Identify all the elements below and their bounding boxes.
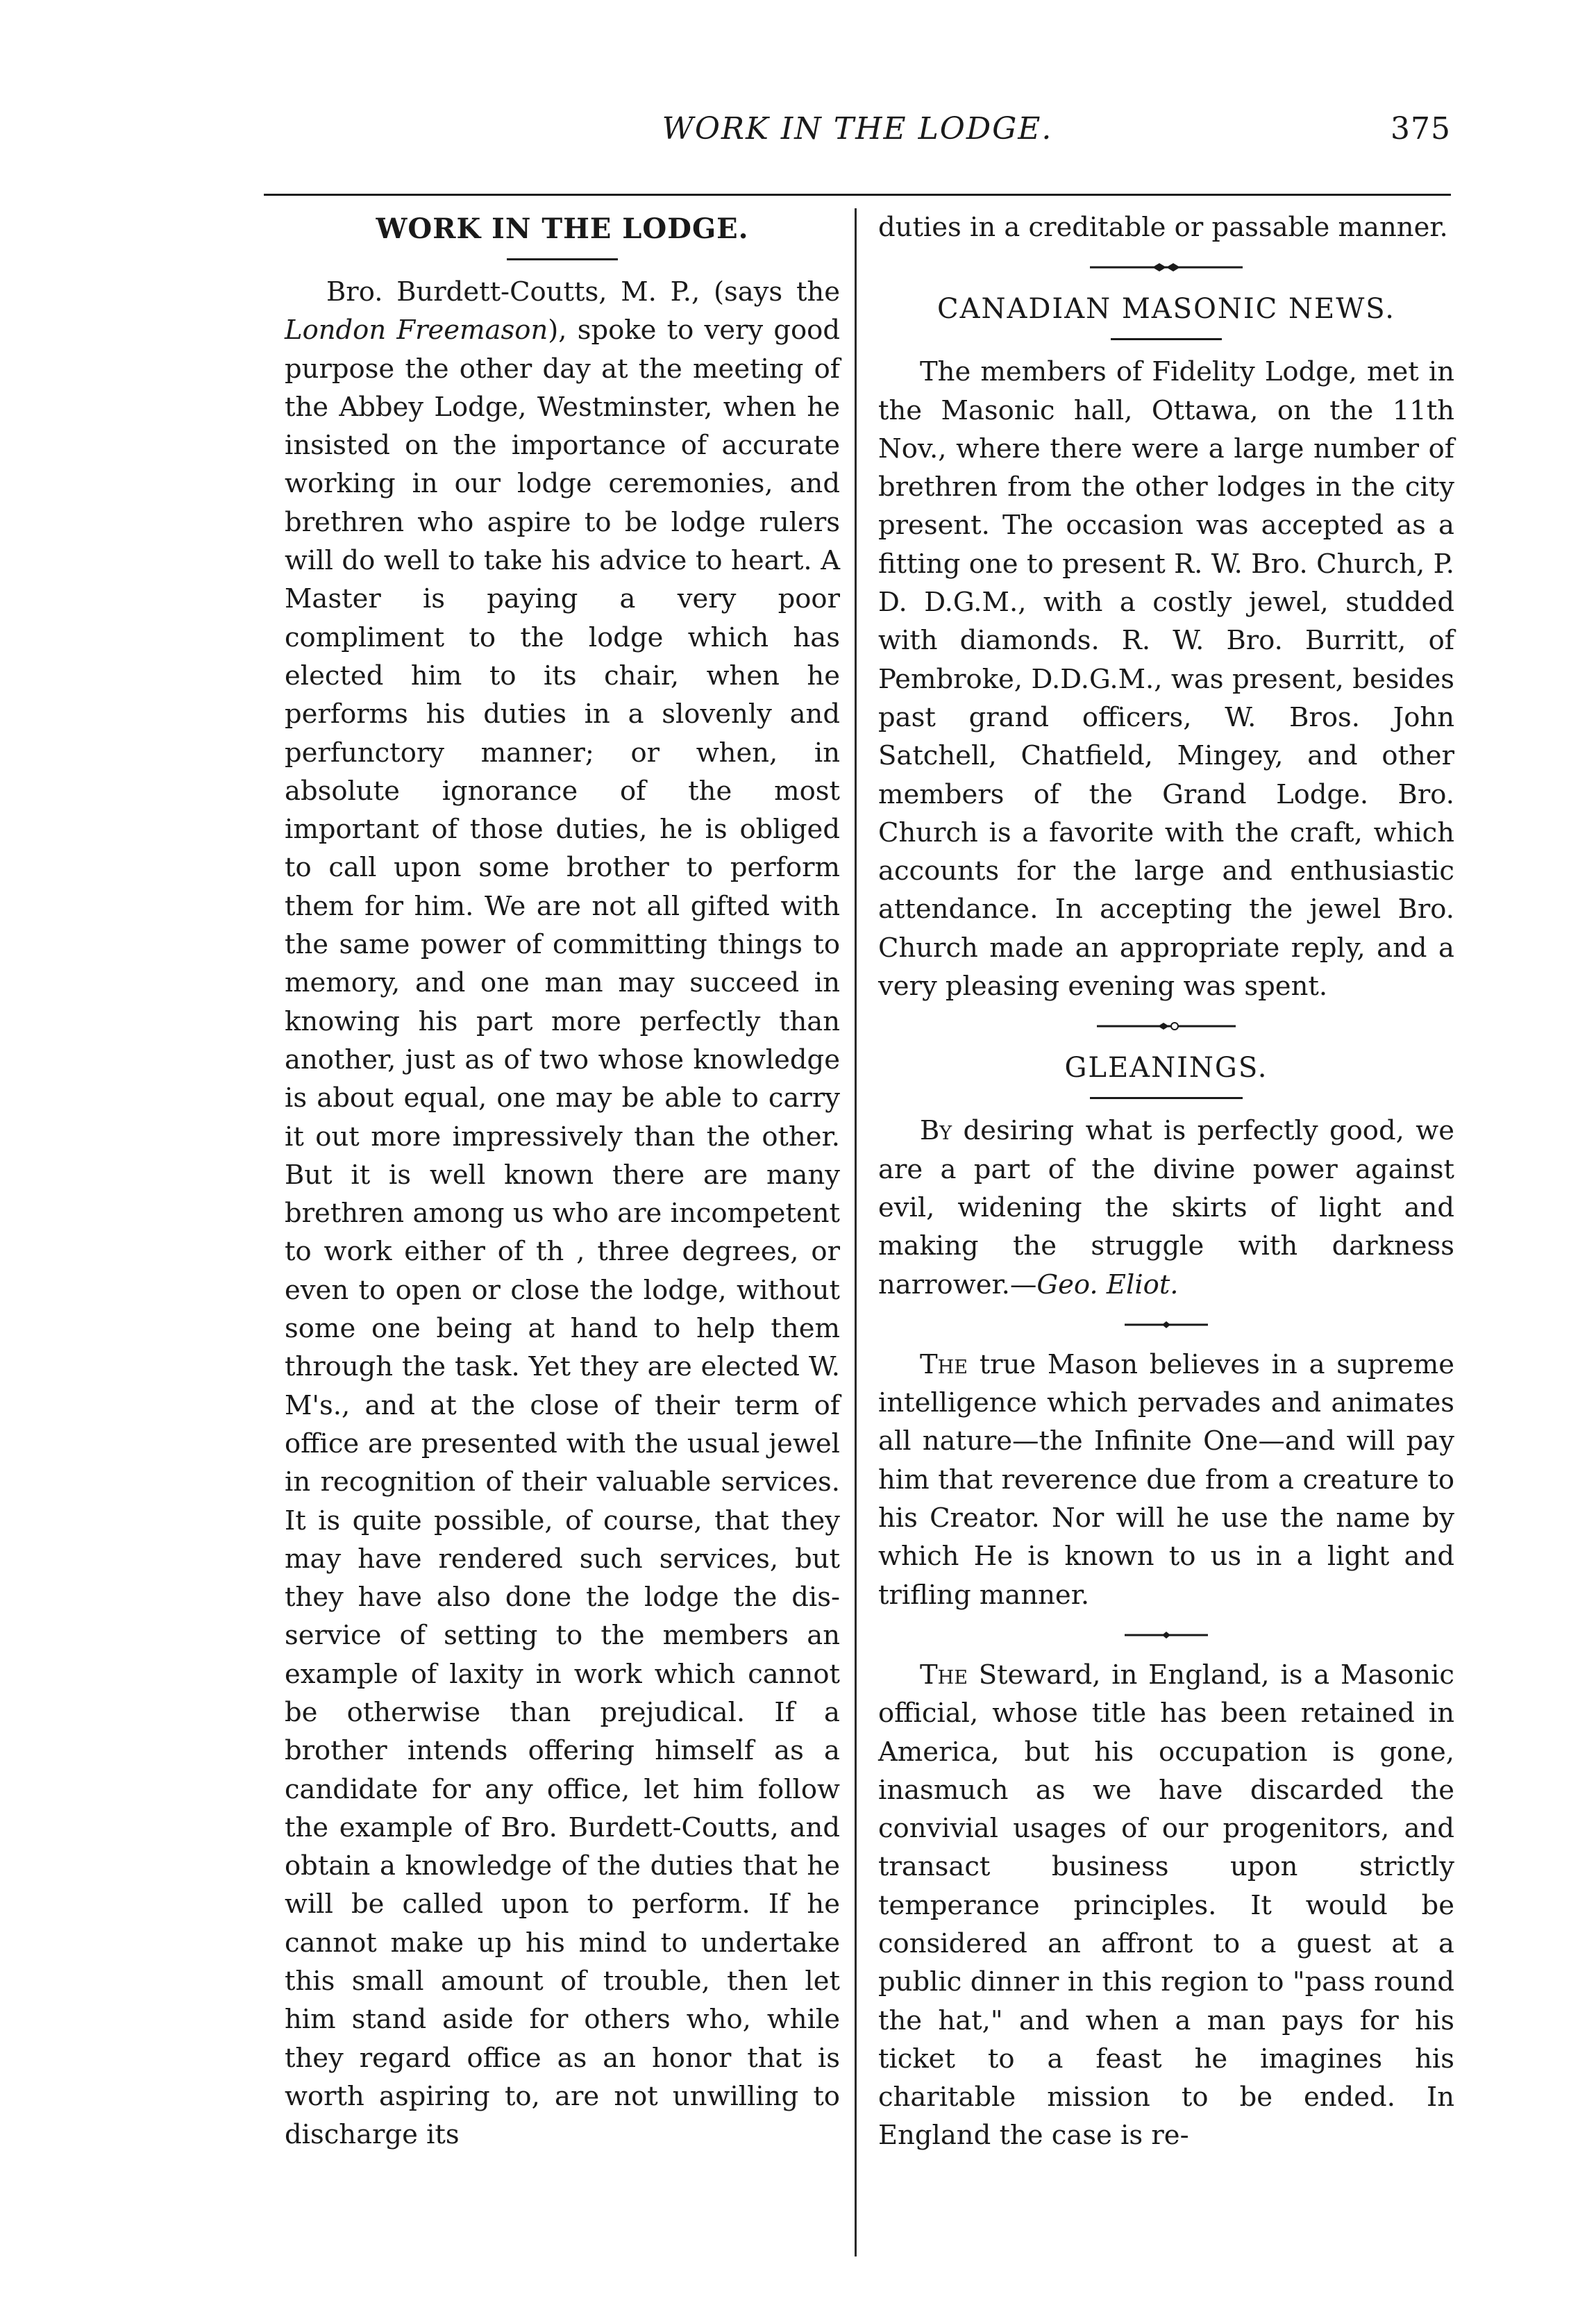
gleaning-lead: The [920, 1348, 968, 1380]
canadian-news-paragraph: The members of Fidelity Lodge, met in the Masonic hall, Ottawa, on the 11th Nov., where there were a large number of brethren from the other lodges in the city present. The occasion was accepted as a fitting one to present R. W. Bro. Church, P. D. D.G.M., with a costly jewel, studded with diamonds. R. W. Bro. Burritt, of Pembroke, D.D.G.M., was present, besides past grand officers, W. Bros. John Satchell, Chatfield, Mingey, and other members of the Grand Lodge. Bro. Church is a favorite with the craft, which accounts for the large and enthusiastic attendance. In accepting the jewel Bro. Church made an appropriate reply, and a very pleasing evening was spent. [878, 356, 1454, 1003]
gleaning-body: true Mason believes in a supreme intelligence which pervades and animates all nature—the Infinite One—and will pay him that reverence due from a creature to his Creator. Nor will he use the name by which He is known to us in a light and trifling manner. [878, 1348, 1454, 1611]
article-para-prefix: Bro. Burdett-Coutts, M. P., (says the [326, 276, 840, 308]
separator-icon [1125, 1319, 1208, 1330]
gleaning-author: Geo. Eliot. [1036, 1268, 1179, 1300]
gleaning-paragraph [878, 1112, 1454, 1303]
separator-ornament [878, 1311, 1454, 1339]
gleaning-body: Steward, in England, is a Masonic official, whose title has been retained in America, but his occupation is gone, inasmuch as we have discarded the convivial usages of our progenitors, and transact business upon strictly temperance principles. It would be considered an affront to a guest at a public dinner in this region to "pass round the hat," and when a man pays for his ticket to a feast he imagines his charitable mission to be ended. In England the case is re- [878, 1659, 1454, 2152]
article-paragraph [285, 273, 840, 2154]
heading-rule [1111, 338, 1222, 340]
ornament-icon [1097, 1019, 1236, 1033]
gleaning-body: desiring what is perfectly good, we are a part of the divine power against evil, widening the skirts of light and making the struggle with darkness narrower.— [878, 1115, 1454, 1300]
right-column [878, 208, 1454, 2155]
gleaning-paragraph [878, 1656, 1454, 2155]
page-header [264, 111, 1451, 167]
ornament-icon [1090, 260, 1243, 274]
gleanings-heading: GLEANINGS. [1064, 1052, 1268, 1084]
source-publication: London Freemason [285, 315, 548, 346]
separator-icon [1125, 1630, 1208, 1641]
continuation-text: duties in a creditable or passable manner. [878, 212, 1448, 243]
heading-rule [507, 258, 618, 260]
gleaning-paragraph [878, 1346, 1454, 1614]
gleaning-lead: The [920, 1659, 968, 1691]
running-title: WORK IN THE LODGE. [662, 111, 1053, 146]
page-number: 375 [1391, 111, 1451, 146]
article-heading: WORK IN THE LODGE. [376, 212, 749, 245]
canadian-news-heading: CANADIAN MASONIC NEWS. [936, 293, 1395, 326]
separator-ornament [878, 1621, 1454, 1649]
section-ornament [878, 1012, 1454, 1040]
gleaning-lead: By [920, 1115, 952, 1147]
header-rule [264, 194, 1451, 196]
heading-rule [1090, 1097, 1243, 1099]
article-para-body: ), spoke to very good purpose the other day at the meeting of the Abbey Lodge, Westminster, when he insisted on the importance of accurate working in our lodge ceremonies, and brethren who aspire to be lodge rulers will do well to take his advice to heart. A Master is paying a very poor compliment to the lodge which has elected him to its chair, when he performs his duties in a slovenly and perfunctory manner; or when, in absolute ignorance of the most important of those duties, he is obliged to call upon some brother to perform them for him. We are not all gifted with the same power of committing things to memory, and one man may succeed in knowing his part more perfectly than another, just as of two whose knowledge is about equal, one may be able to carry it out more impressively than the other. But it is well known there are many brethren among us who are incompetent to work either of th , three degrees, or even to open or close the lodge, without some one being at hand to help them through the task. Yet they are elected W. M's., and at the close of their term of office are presented with the usual jewel in recognition of their valuable services. It is quite possible, of course, that they may have rendered such services, but they have also done the lodge the dis-service of setting to the members an example of laxity in work which cannot be otherwise than prejudical. If a brother intends offering himself as a candidate for any office, let him follow the example of Bro. Burdett-Coutts, and obtain a knowledge of the duties that he will be called upon to perform. If he cannot make up his mind to undertake this small amount of trouble, then let him stand aside for others who, while they regard office as an honor that is worth aspiring to, are not unwilling to discharge its [285, 315, 840, 2151]
column-divider [855, 208, 857, 2256]
left-column [285, 208, 840, 2154]
section-ornament [878, 253, 1454, 281]
